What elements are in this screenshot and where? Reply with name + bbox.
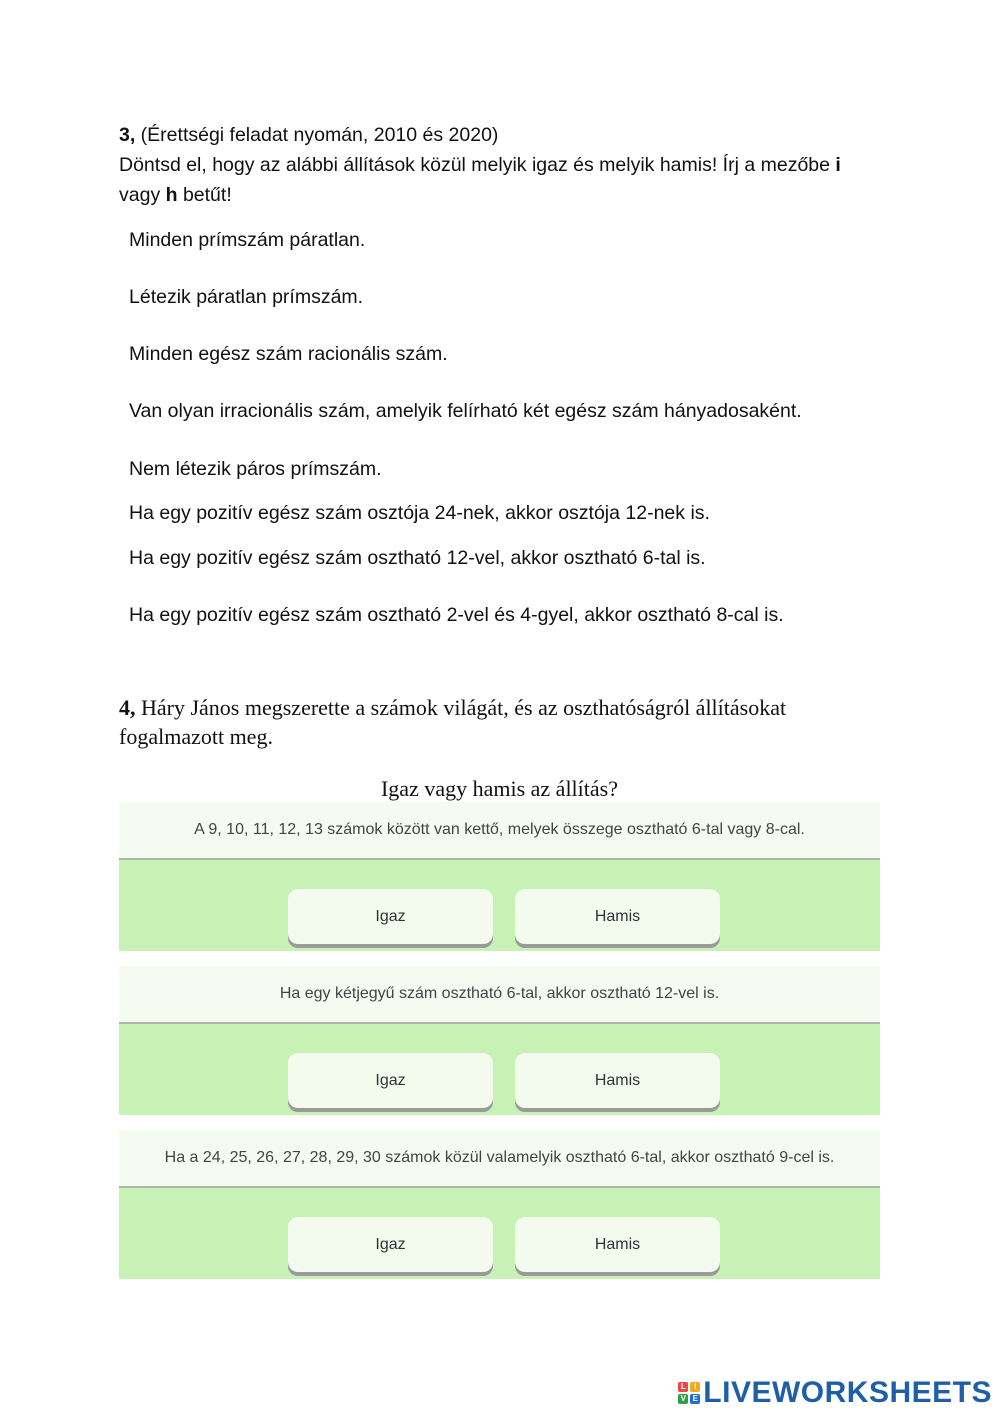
quiz-card bbox=[119, 1130, 880, 1279]
task4-text: Háry János megszerette a számok világát, és az oszthatóságról állításokat fogalmazott meg. bbox=[119, 695, 787, 749]
task3-statement: Ha egy pozitív egész szám osztója 24-nek, akkor osztója 12-nek is. bbox=[129, 502, 710, 524]
false-button[interactable]: Hamis bbox=[515, 1217, 720, 1272]
logo-text: LIVEWORKSHEETS bbox=[703, 1376, 992, 1409]
task3-statement: Ha egy pozitív egész szám osztható 2-vel és 4-gyel, akkor osztható 8-cal is. bbox=[129, 604, 784, 626]
quiz-statement: Ha a 24, 25, 26, 27, 28, 29, 30 számok közül valamelyik osztható 6-tal, akkor osztható 9-cel is. bbox=[119, 1130, 880, 1188]
quiz-statement: A 9, 10, 11, 12, 13 számok között van kettő, melyek összege osztható 6-tal vagy 8-cal. bbox=[119, 802, 880, 860]
task3-instruction: Döntsd el, hogy az alábbi állítások közül melyik igaz és melyik hamis! Írj a mezőbe i vagy h betűt! bbox=[119, 154, 841, 206]
true-button[interactable]: Igaz bbox=[288, 889, 493, 944]
true-button[interactable]: Igaz bbox=[288, 1053, 493, 1108]
task3-source: (Érettségi feladat nyomán, 2010 és 2020) bbox=[135, 124, 499, 146]
task4-intro bbox=[119, 693, 879, 751]
quiz-statement: Ha egy kétjegyű szám osztható 6-tal, akkor osztható 12-vel is. bbox=[119, 966, 880, 1024]
task3-statement: Ha egy pozitív egész szám osztható 12-vel, akkor osztható 6-tal is. bbox=[129, 547, 706, 569]
task4-question: Igaz vagy hamis az állítás? bbox=[380, 776, 618, 801]
task3-statement: Van olyan irracionális szám, amelyik felírható két egész szám hányadosaként. bbox=[129, 400, 802, 422]
task3-statement: Minden prímszám páratlan. bbox=[129, 229, 366, 251]
false-button[interactable]: Hamis bbox=[515, 889, 720, 944]
task3-statement: Minden egész szám racionális szám. bbox=[129, 343, 448, 365]
task3-heading bbox=[119, 120, 498, 150]
logo-icon: L I V E bbox=[678, 1382, 700, 1404]
quiz-card bbox=[119, 966, 880, 1115]
quiz-card bbox=[119, 802, 880, 951]
true-button[interactable]: Igaz bbox=[288, 1217, 493, 1272]
liveworksheets-logo bbox=[678, 1376, 992, 1410]
task3-statement: Létezik páratlan prímszám. bbox=[129, 286, 364, 308]
false-button[interactable]: Hamis bbox=[515, 1053, 720, 1108]
task3-statement: Nem létezik páros prímszám. bbox=[129, 458, 382, 480]
task4-number: 4, bbox=[119, 695, 136, 720]
task3-number: 3, bbox=[119, 124, 136, 146]
